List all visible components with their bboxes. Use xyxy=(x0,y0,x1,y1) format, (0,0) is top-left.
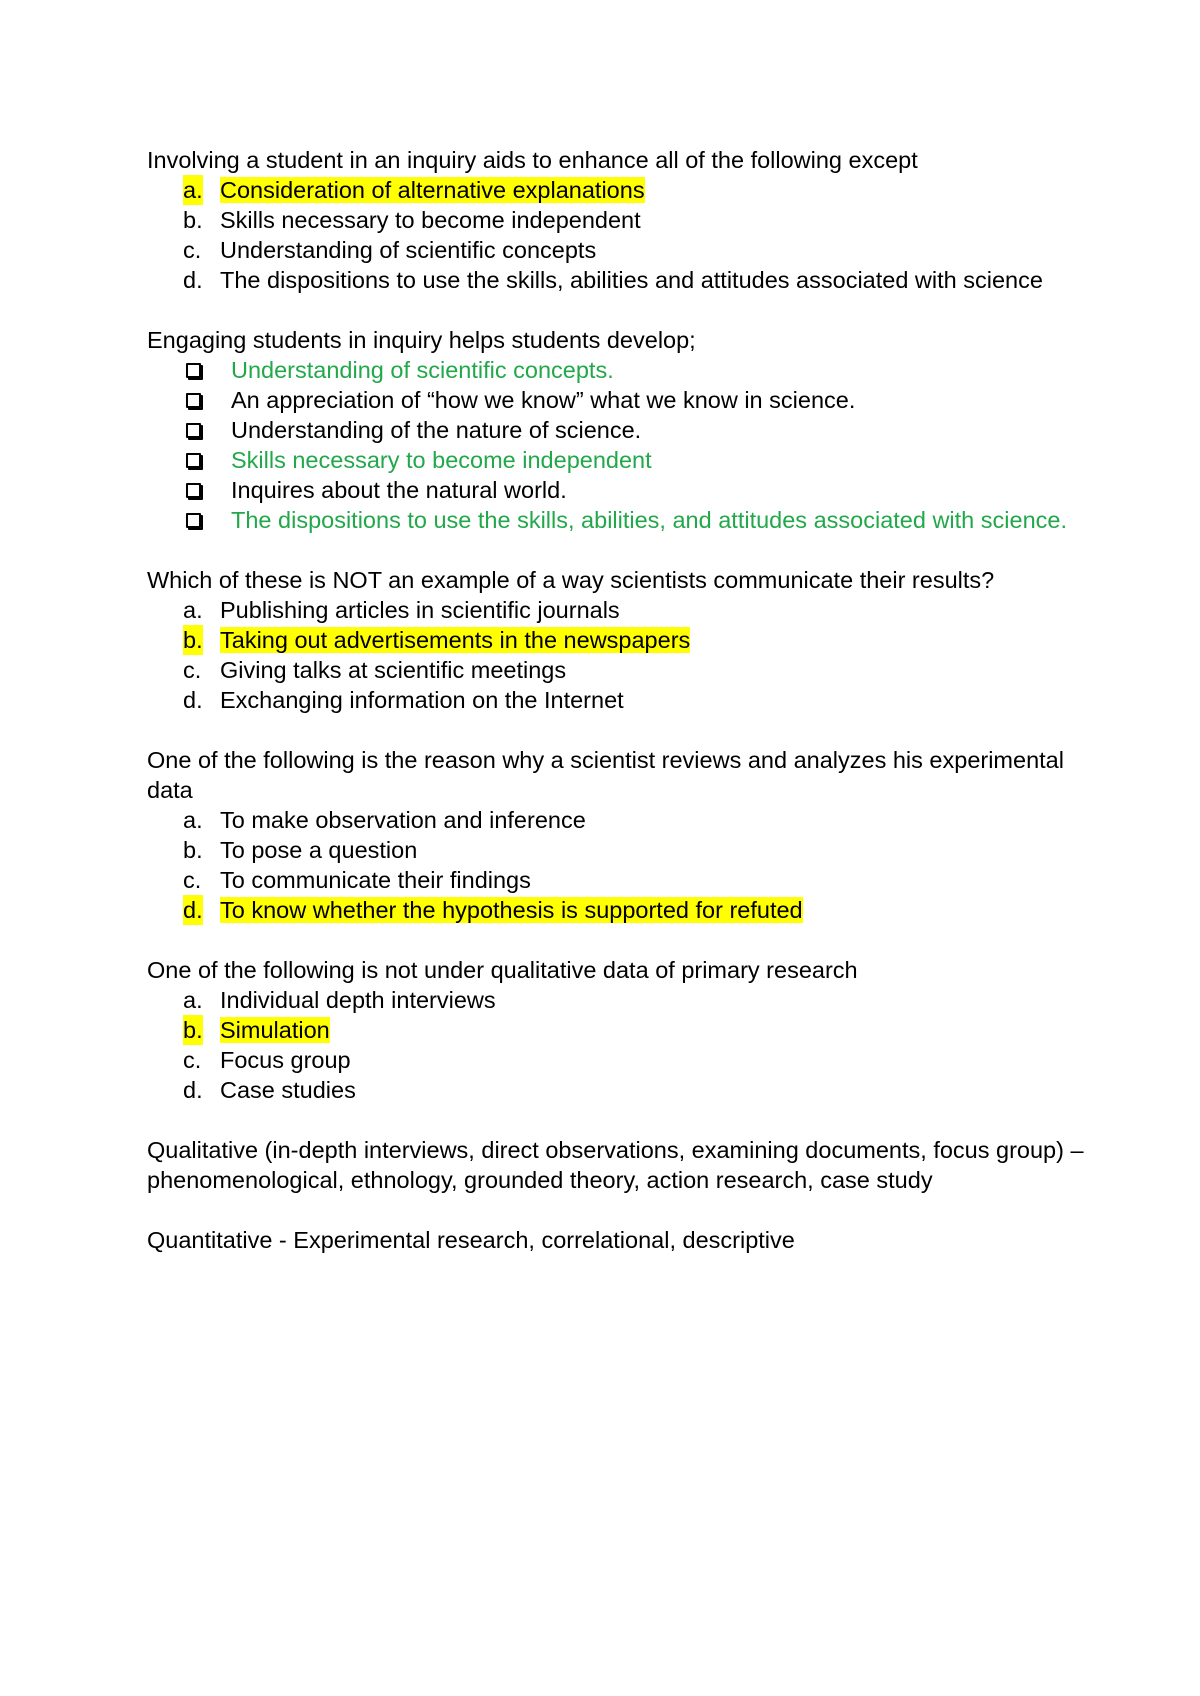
checkbox-icon xyxy=(186,423,201,438)
choice-item xyxy=(147,835,1087,865)
choice-text: Focus group xyxy=(220,1047,351,1073)
document-page xyxy=(147,145,1087,1285)
question-block-3 xyxy=(147,565,1087,715)
choice-list xyxy=(147,175,1087,295)
choice-letter: b. xyxy=(183,837,203,863)
question-text: One of the following is the reason why a scientist reviews and analyzes his experimental data xyxy=(147,747,1064,803)
checkbox-text: Understanding of scientific concepts. xyxy=(231,357,614,383)
choice-letter: d. xyxy=(183,1077,203,1103)
choice-item xyxy=(147,1075,1087,1105)
choice-item xyxy=(147,655,1087,685)
quantitative-note: Quantitative - Experimental research, correlational, descriptive xyxy=(147,1227,795,1253)
checkbox-item xyxy=(147,415,1087,445)
checkbox-text: The dispositions to use the skills, abilities, and attitudes associated with science. xyxy=(231,507,1067,533)
choice-letter: d. xyxy=(183,897,203,923)
choice-item xyxy=(147,205,1087,235)
choice-item xyxy=(147,235,1087,265)
choice-letter: c. xyxy=(183,237,202,263)
choice-text: To pose a question xyxy=(220,837,418,863)
choice-list xyxy=(147,985,1087,1105)
question-text: Which of these is NOT an example of a way scientists communicate their results? xyxy=(147,567,995,593)
choice-letter: c. xyxy=(183,657,202,683)
choice-list xyxy=(147,595,1087,715)
choice-letter: a. xyxy=(183,807,203,833)
choice-text: Simulation xyxy=(220,1017,330,1043)
question-text: One of the following is not under qualitative data of primary research xyxy=(147,957,858,983)
choice-letter: a. xyxy=(183,987,203,1013)
choice-text: Giving talks at scientific meetings xyxy=(220,657,567,683)
note-block-quantitative xyxy=(147,1225,1087,1255)
checkbox-item xyxy=(147,385,1087,415)
checkbox-item xyxy=(147,475,1087,505)
choice-item xyxy=(147,1015,1087,1045)
question-block-1 xyxy=(147,145,1087,295)
checkbox-item xyxy=(147,445,1087,475)
checkbox-item xyxy=(147,505,1087,535)
checkbox-text: Skills necessary to become independent xyxy=(231,447,652,473)
choice-text: Exchanging information on the Internet xyxy=(220,687,624,713)
choice-letter: b. xyxy=(183,627,203,653)
choice-item xyxy=(147,685,1087,715)
choice-item xyxy=(147,595,1087,625)
choice-letter: b. xyxy=(183,207,203,233)
choice-text: Taking out advertisements in the newspapers xyxy=(220,627,691,653)
choice-text: Individual depth interviews xyxy=(220,987,496,1013)
choice-text: Understanding of scientific concepts xyxy=(220,237,597,263)
choice-text: Publishing articles in scientific journals xyxy=(220,597,620,623)
question-block-4 xyxy=(147,745,1087,925)
choice-letter: d. xyxy=(183,267,203,293)
choice-letter: a. xyxy=(183,597,203,623)
checkbox-icon xyxy=(186,513,201,528)
choice-text: Consideration of alternative explanations xyxy=(220,177,645,203)
choice-text: Skills necessary to become independent xyxy=(220,207,641,233)
choice-text: Case studies xyxy=(220,1077,356,1103)
choice-text: To communicate their findings xyxy=(220,867,531,893)
choice-letter: d. xyxy=(183,687,203,713)
choice-item xyxy=(147,265,1087,295)
choice-item xyxy=(147,1045,1087,1075)
checkbox-text: Inquires about the natural world. xyxy=(231,477,567,503)
question-block-2 xyxy=(147,325,1087,535)
choice-text: To make observation and inference xyxy=(220,807,586,833)
choice-letter: a. xyxy=(183,177,203,203)
choice-letter: b. xyxy=(183,1017,203,1043)
choice-item xyxy=(147,175,1087,205)
question-text: Engaging students in inquiry helps students develop; xyxy=(147,327,696,353)
checkbox-icon xyxy=(186,363,201,378)
choice-item xyxy=(147,805,1087,835)
checkbox-icon xyxy=(186,393,201,408)
checkbox-text: An appreciation of “how we know” what we know in science. xyxy=(231,387,856,413)
choice-letter: c. xyxy=(183,1047,202,1073)
choice-text: The dispositions to use the skills, abilities and attitudes associated with science xyxy=(220,267,1043,293)
checkbox-text: Understanding of the nature of science. xyxy=(231,417,642,443)
question-text: Involving a student in an inquiry aids to enhance all of the following except xyxy=(147,147,918,173)
choice-list xyxy=(147,805,1087,925)
qualitative-note: Qualitative (in-depth interviews, direct observations, examining documents, focus group) –phenomenological, ethnology, grounded theory, action research, case study xyxy=(147,1137,1084,1193)
checkbox-item xyxy=(147,355,1087,385)
choice-item xyxy=(147,865,1087,895)
question-block-5 xyxy=(147,955,1087,1105)
choice-item xyxy=(147,985,1087,1015)
choice-item xyxy=(147,625,1087,655)
choice-letter: c. xyxy=(183,867,202,893)
checkbox-icon xyxy=(186,453,201,468)
choice-item xyxy=(147,895,1087,925)
choice-text: To know whether the hypothesis is supported for refuted xyxy=(220,897,803,923)
note-block-qualitative xyxy=(147,1135,1087,1195)
checkbox-icon xyxy=(186,483,201,498)
checkbox-list xyxy=(147,355,1087,535)
